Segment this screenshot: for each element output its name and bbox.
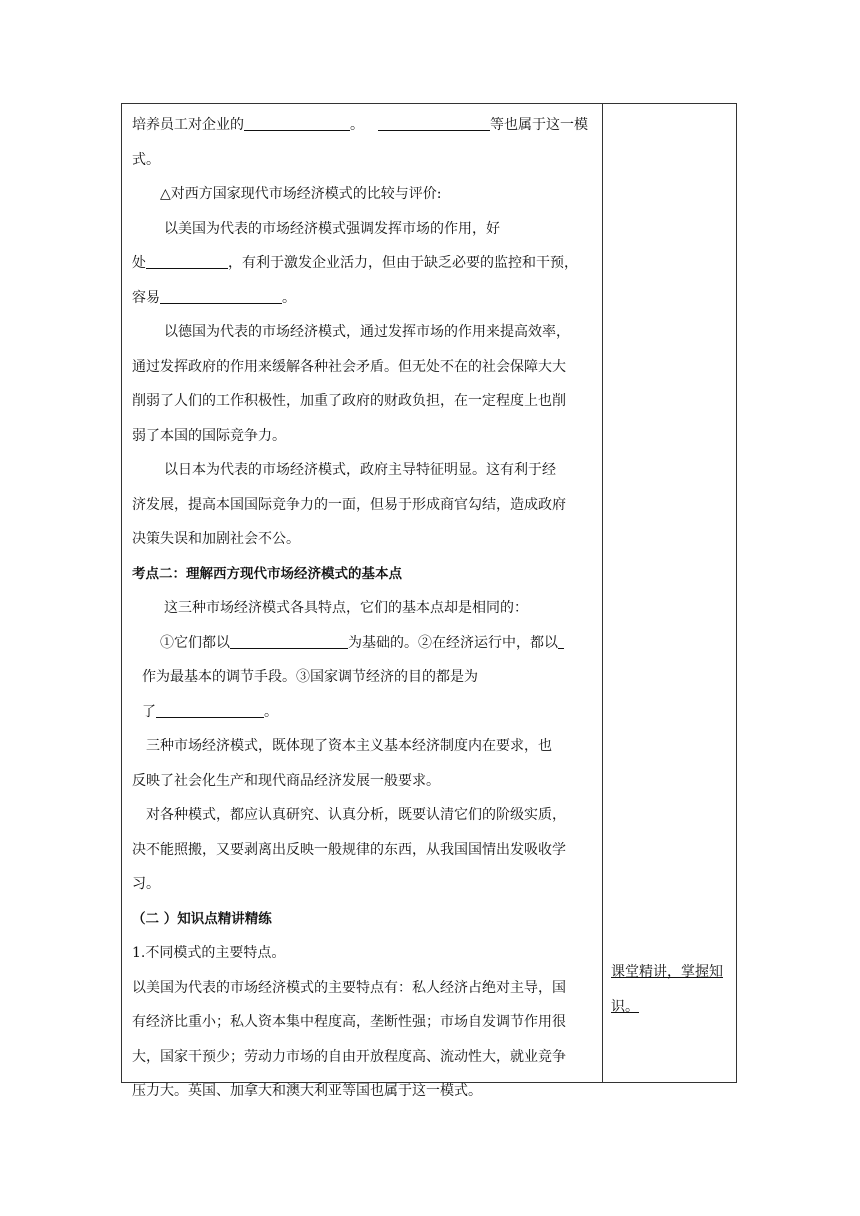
text-line: 习。 — [132, 876, 160, 892]
fill-blank[interactable] — [160, 281, 282, 304]
text-line: 这三种市场经济模式各具特点，它们的基本点却是相同的： — [164, 600, 528, 616]
text-span: ①它们都以 — [160, 634, 230, 651]
text-line — [132, 108, 597, 143]
text-line: 以德国为代表的市场经济模式，通过发挥市场的作用来提高效率， — [164, 324, 570, 340]
fill-blank[interactable] — [230, 626, 348, 649]
text-line: 有经济比重小；私人资本集中程度高，垄断性强；市场自发调节作用很 — [132, 1014, 566, 1030]
column-divider — [602, 103, 603, 1083]
text-span: 。 — [282, 289, 296, 306]
text-line: 济发展，提高本国国际竞争力的一面，但易于形成商官勾结，造成政府 — [132, 496, 566, 513]
text-span: 等也属于这一模 — [490, 117, 588, 133]
text-line: 三种市场经济模式，既体现了资本主义基本经济制度内在要求，也 — [146, 738, 552, 754]
note-line: 课堂精讲，掌握知 — [611, 964, 723, 980]
fill-blank[interactable] — [244, 108, 350, 131]
text-line: 反映了社会化生产和现代商品经济发展一般要求。 — [132, 772, 440, 789]
text-line: △对西方国家现代市场经济模式的比较与评价: — [160, 186, 442, 202]
text-line: 决不能照搬，又要剥离出反映一般规律的东西，从我国国情出发吸收学 — [132, 841, 566, 858]
text-span: 。 — [264, 703, 278, 720]
section-heading: 考点二：理解西方现代市场经济模式的基本点 — [132, 565, 402, 582]
text-span: ，有利于激发企业活力，但由于缺乏必要的监控和干预， — [228, 255, 578, 271]
text-line: 决策失误和加剧社会不公。 — [132, 531, 300, 547]
text-line: 对各种模式，都应认真研究、认真分析，既要认清它们的阶级实质， — [146, 807, 566, 823]
text-span: 容易 — [132, 289, 160, 306]
fill-blank[interactable] — [378, 108, 490, 131]
fill-blank[interactable] — [146, 246, 228, 269]
main-content-column — [132, 108, 597, 1109]
text-span: 处 — [132, 255, 146, 271]
note-line: 识。 — [611, 998, 639, 1015]
text-line — [132, 246, 597, 281]
text-line: 作为最基本的调节手段。③国家调节经济的目的都是为 — [142, 669, 478, 685]
text-line: 以日本为代表的市场经济模式，政府主导特征明显。这有利于经 — [164, 462, 556, 478]
text-span: 培养员工对企业的 — [132, 117, 244, 133]
text-line: 以美国为代表的市场经济模式的主要特点有：私人经济占绝对主导，国 — [132, 979, 566, 996]
text-span: 。 — [350, 117, 364, 133]
notes-column — [611, 955, 733, 1024]
text-line: 削弱了人们的工作积极性，加重了政府的财政负担，在一定程度上也削 — [132, 393, 566, 409]
text-line: 弱了本国的国际竞争力。 — [132, 427, 286, 444]
text-line — [132, 626, 597, 661]
text-line: 式。 — [132, 151, 160, 168]
text-span: 了 — [142, 703, 156, 720]
text-line: 1.不同模式的主要特点。 — [132, 945, 286, 961]
section-heading: （二 ）知识点精讲精练 — [132, 910, 272, 927]
text-line: 通过发挥政府的作用来缓解各种社会矛盾。但无处不在的社会保障大大 — [132, 358, 566, 375]
text-span: 为基础的。②在经济运行中，都以 — [348, 634, 558, 651]
text-line: 以美国为代表的市场经济模式强调发挥市场的作用，好 — [164, 220, 500, 237]
fill-blank[interactable] — [156, 695, 264, 718]
text-line: 大，国家干预少；劳动力市场的自由开放程度高、流动性大，就业竞争 — [132, 1048, 566, 1065]
text-line — [132, 695, 597, 730]
fill-blank[interactable] — [558, 626, 564, 649]
text-line: 压力大。英国、加拿大和澳大利亚等国也属于这一模式。 — [132, 1083, 482, 1099]
text-line — [132, 281, 597, 316]
